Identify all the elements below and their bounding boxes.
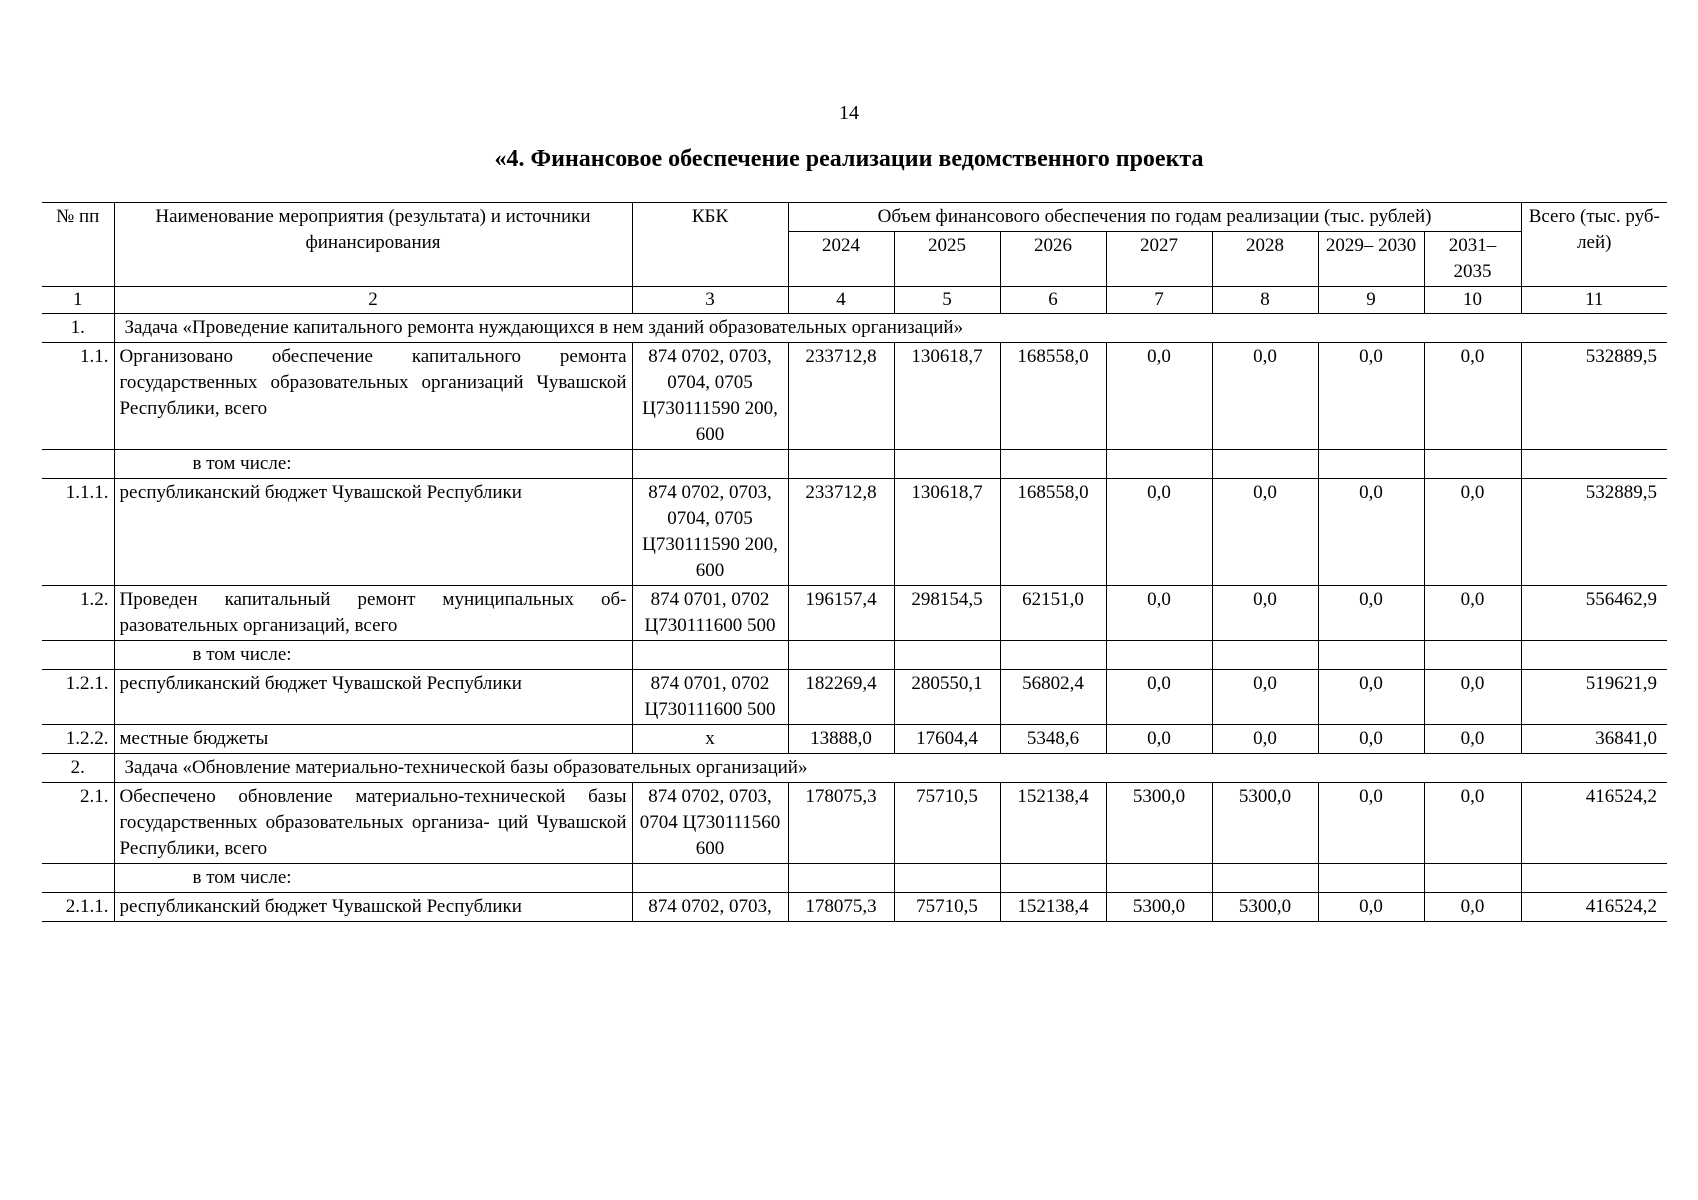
empty-cell	[1424, 450, 1521, 479]
year-value: 0,0	[1106, 586, 1212, 641]
year-value: 152138,4	[1000, 893, 1106, 922]
year-value: 5348,6	[1000, 725, 1106, 754]
column-number-row	[42, 287, 1667, 314]
subtotal-label-row	[42, 450, 1667, 479]
including-label: в том числе:	[114, 450, 632, 479]
year-value: 75710,5	[894, 893, 1000, 922]
header-volume: Объем финансового обеспечения по годам реализации (тыс. рублей)	[788, 203, 1521, 232]
header-year: 2025	[894, 232, 1000, 287]
year-value: 5300,0	[1212, 783, 1318, 864]
year-value: 0,0	[1318, 343, 1424, 450]
year-value: 0,0	[1318, 479, 1424, 586]
document-title: «4. Финансовое обеспечение реализации ведомственного проекта	[494, 146, 1204, 172]
year-value: 178075,3	[788, 783, 894, 864]
total-value: 519621,9	[1521, 670, 1667, 725]
header-year: 2026	[1000, 232, 1106, 287]
year-value: 0,0	[1318, 725, 1424, 754]
year-value: 0,0	[1318, 893, 1424, 922]
empty-cell	[894, 641, 1000, 670]
year-value: 233712,8	[788, 343, 894, 450]
column-number: 4	[788, 287, 894, 314]
year-value: 0,0	[1106, 670, 1212, 725]
header-no: № пп	[42, 203, 114, 287]
year-value: 0,0	[1424, 586, 1521, 641]
year-value: 0,0	[1212, 725, 1318, 754]
year-value: 5300,0	[1106, 783, 1212, 864]
kbk-code: 874 0701, 0702 Ц730111600 500	[632, 586, 788, 641]
empty-cell	[788, 864, 894, 893]
column-number: 2	[114, 287, 632, 314]
empty-cell	[1521, 450, 1667, 479]
task-title: Задача «Проведение капитального ремонта нуждающихся в нем зданий образовательных организаций»	[114, 314, 1667, 343]
subtotal-label-row	[42, 641, 1667, 670]
year-value: 178075,3	[788, 893, 894, 922]
header-total: Всего (тыс. руб- лей)	[1521, 203, 1667, 287]
empty-cell	[788, 641, 894, 670]
year-value: 168558,0	[1000, 479, 1106, 586]
year-value: 0,0	[1106, 343, 1212, 450]
task-row	[42, 754, 1667, 783]
empty-cell	[1000, 864, 1106, 893]
column-number: 1	[42, 287, 114, 314]
year-value: 0,0	[1318, 783, 1424, 864]
total-value: 532889,5	[1521, 343, 1667, 450]
header-name: Наименование мероприятия (результата) и источники финансирования	[114, 203, 632, 287]
task-title: Задача «Обновление материально-технической базы образовательных организаций»	[114, 754, 1667, 783]
year-value: 13888,0	[788, 725, 894, 754]
kbk-code: 874 0702, 0703, 0704, 0705 Ц730111590 200, 600	[632, 343, 788, 450]
financing-table	[42, 202, 1667, 922]
year-value: 0,0	[1424, 783, 1521, 864]
table-body	[42, 314, 1667, 922]
empty-cell	[1212, 450, 1318, 479]
total-value: 36841,0	[1521, 725, 1667, 754]
row-number: 1.2.1.	[42, 670, 114, 725]
year-value: 0,0	[1318, 586, 1424, 641]
year-value: 0,0	[1212, 586, 1318, 641]
row-number: 1.	[42, 314, 114, 343]
year-value: 0,0	[1424, 893, 1521, 922]
year-value: 0,0	[1318, 670, 1424, 725]
empty-cell	[1521, 641, 1667, 670]
empty-cell	[1106, 641, 1212, 670]
measure-name: республиканский бюджет Чувашской Республики	[114, 479, 632, 586]
column-number: 7	[1106, 287, 1212, 314]
header-year: 2028	[1212, 232, 1318, 287]
page-number: 14	[839, 102, 859, 124]
empty-cell	[894, 450, 1000, 479]
year-value: 0,0	[1212, 670, 1318, 725]
kbk-code: 874 0702, 0703,	[632, 893, 788, 922]
including-label: в том числе:	[114, 864, 632, 893]
empty-cell	[1106, 450, 1212, 479]
column-number: 6	[1000, 287, 1106, 314]
kbk-code: 874 0702, 0703, 0704, 0705 Ц730111590 200, 600	[632, 479, 788, 586]
task-row	[42, 314, 1667, 343]
row-number-empty	[42, 864, 114, 893]
year-value: 280550,1	[894, 670, 1000, 725]
empty-cell	[894, 864, 1000, 893]
year-value: 0,0	[1106, 479, 1212, 586]
table-row	[42, 893, 1667, 922]
header-year: 2029– 2030	[1318, 232, 1424, 287]
year-value: 182269,4	[788, 670, 894, 725]
table-row	[42, 725, 1667, 754]
measure-name: Проведен капитальный ремонт муниципальных об- разовательных организаций, всего	[114, 586, 632, 641]
table-row	[42, 670, 1667, 725]
year-value: 152138,4	[1000, 783, 1106, 864]
column-number: 11	[1521, 287, 1667, 314]
kbk-code: х	[632, 725, 788, 754]
empty-cell	[632, 641, 788, 670]
empty-cell	[1424, 864, 1521, 893]
empty-cell	[1212, 864, 1318, 893]
year-value: 168558,0	[1000, 343, 1106, 450]
year-value: 130618,7	[894, 343, 1000, 450]
column-number: 5	[894, 287, 1000, 314]
table-row	[42, 586, 1667, 641]
empty-cell	[1000, 641, 1106, 670]
total-value: 532889,5	[1521, 479, 1667, 586]
row-number: 1.1.1.	[42, 479, 114, 586]
empty-cell	[1318, 450, 1424, 479]
year-value: 298154,5	[894, 586, 1000, 641]
empty-cell	[1000, 450, 1106, 479]
measure-name: местные бюджеты	[114, 725, 632, 754]
header-year: 2024	[788, 232, 894, 287]
year-value: 0,0	[1424, 343, 1521, 450]
year-value: 0,0	[1424, 670, 1521, 725]
column-number: 10	[1424, 287, 1521, 314]
year-value: 0,0	[1212, 479, 1318, 586]
row-number: 2.1.1.	[42, 893, 114, 922]
year-value: 0,0	[1424, 479, 1521, 586]
kbk-code: 874 0701, 0702 Ц730111600 500	[632, 670, 788, 725]
column-number: 3	[632, 287, 788, 314]
row-number: 2.	[42, 754, 114, 783]
row-number: 2.1.	[42, 783, 114, 864]
subtotal-label-row	[42, 864, 1667, 893]
row-number: 1.1.	[42, 343, 114, 450]
empty-cell	[632, 450, 788, 479]
including-label: в том числе:	[114, 641, 632, 670]
total-value: 416524,2	[1521, 783, 1667, 864]
kbk-code: 874 0702, 0703, 0704 Ц730111560 600	[632, 783, 788, 864]
year-value: 0,0	[1424, 725, 1521, 754]
header-kbk: КБК	[632, 203, 788, 287]
year-value: 0,0	[1106, 725, 1212, 754]
year-value: 196157,4	[788, 586, 894, 641]
empty-cell	[1106, 864, 1212, 893]
year-value: 5300,0	[1212, 893, 1318, 922]
year-value: 130618,7	[894, 479, 1000, 586]
row-number-empty	[42, 641, 114, 670]
empty-cell	[1521, 864, 1667, 893]
table-row	[42, 479, 1667, 586]
year-value: 17604,4	[894, 725, 1000, 754]
total-value: 416524,2	[1521, 893, 1667, 922]
row-number: 1.2.2.	[42, 725, 114, 754]
empty-cell	[1212, 641, 1318, 670]
measure-name: республиканский бюджет Чувашской Республики	[114, 893, 632, 922]
measure-name: Организовано обеспечение капитального ремонта государственных образовательных организаций Чувашской Республики, всего	[114, 343, 632, 450]
column-number: 9	[1318, 287, 1424, 314]
year-value: 5300,0	[1106, 893, 1212, 922]
row-number: 1.2.	[42, 586, 114, 641]
measure-name: Обеспечено обновление материально-технической базы государственных образовательных организа- ций Чувашской Республики, всего	[114, 783, 632, 864]
empty-cell	[1318, 641, 1424, 670]
header-year: 2027	[1106, 232, 1212, 287]
year-value: 233712,8	[788, 479, 894, 586]
empty-cell	[788, 450, 894, 479]
total-value: 556462,9	[1521, 586, 1667, 641]
table-row	[42, 783, 1667, 864]
measure-name: республиканский бюджет Чувашской Республики	[114, 670, 632, 725]
year-value: 56802,4	[1000, 670, 1106, 725]
header-year: 2031– 2035	[1424, 232, 1521, 287]
year-value: 75710,5	[894, 783, 1000, 864]
year-value: 0,0	[1212, 343, 1318, 450]
table-header	[42, 203, 1667, 314]
row-number-empty	[42, 450, 114, 479]
empty-cell	[632, 864, 788, 893]
empty-cell	[1318, 864, 1424, 893]
empty-cell	[1424, 641, 1521, 670]
table-row	[42, 343, 1667, 450]
column-number: 8	[1212, 287, 1318, 314]
year-value: 62151,0	[1000, 586, 1106, 641]
